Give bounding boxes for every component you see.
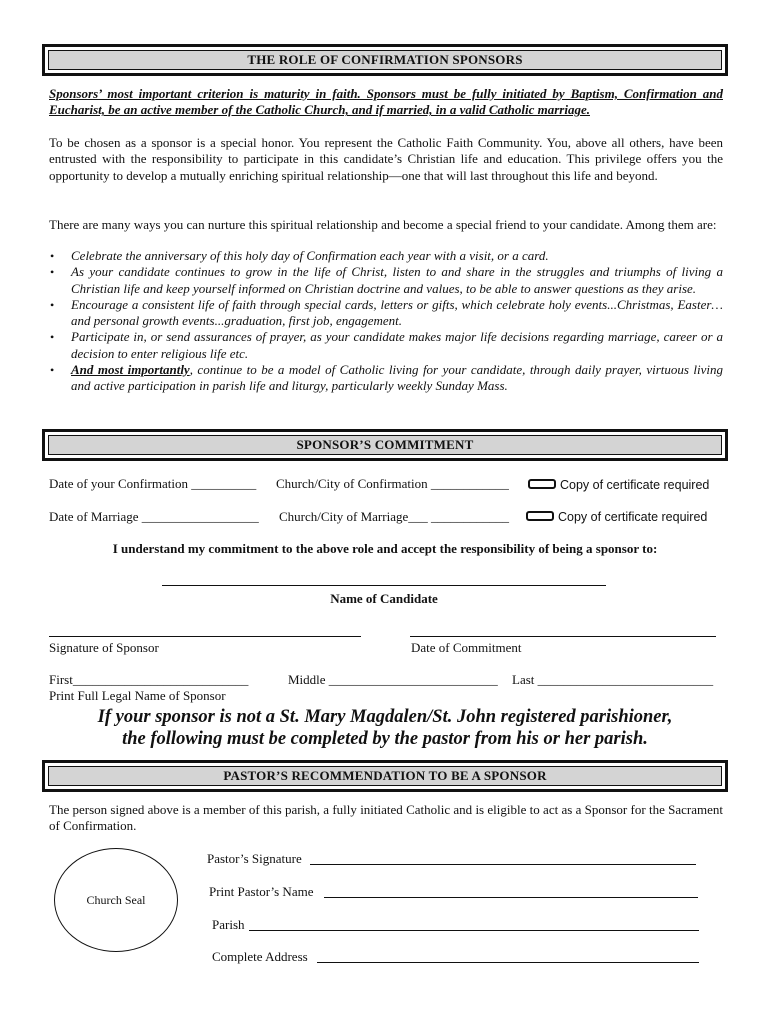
sponsor-signature-label: Signature of Sponsor [49,640,159,655]
church-seal [54,848,178,952]
date-of-confirmation-field[interactable]: Date of your Confirmation __________ [49,476,257,491]
last-name-field[interactable]: Last ___________________________ [512,672,714,687]
church-of-confirmation-field[interactable]: Church/City of Confirmation ____________ [276,476,509,491]
bullet-item: • Encourage a consistent life of faith through special cards, letters or gifts, which celebrate holy events...Christmas, Easter… and personal growth events...graduation, first job, engagement. [49,297,723,330]
copy-certificate-label: Copy of certificate required [560,478,710,492]
role-section-banner [42,44,728,76]
ways-bullet-list [49,248,723,395]
parishioner-notice-line-2: the following must be completed by the pastor from his or her parish. [122,729,648,749]
bullet-item: • Participate in, or send assurances of prayer, as your candidate makes major life decisions regarding marriage, career or a decision to enter religious life etc. [49,329,723,362]
parish-line[interactable] [249,930,699,931]
date-of-marriage-field[interactable]: Date of Marriage __________________ [49,509,259,524]
bullet-item: • As your candidate continues to grow in the life of Christ, listen to and share in the struggles and triumphs of living a Christian life and keep yourself informed on Christian doctrine and values, to be able to answer questions as they arise. [49,264,723,297]
parish-label: Parish [212,917,245,932]
bullet-emphasis: And most importantly [71,362,190,378]
print-pastor-name-label: Print Pastor’s Name [209,884,314,899]
first-name-field[interactable]: First___________________________ [49,672,249,687]
sponsor-intro-paragraph: To be chosen as a sponsor is a special honor. You represent the Catholic Faith Community. You, above all others, have been entrusted with the responsibility to participate in this candidate’s Christian life and education. This privilege offers you the opportunity to develop a mutually enriching spiritual relationship—one that will last throughout this life and beyond. [49,135,723,183]
copy-certificate-label: Copy of certificate required [558,510,708,524]
commitment-statement: I understand my commitment to the above role and accept the responsibility of being a sponsor to: [112,541,658,556]
pastor-signature-label: Pastor’s Signature [207,851,302,866]
print-name-label: Print Full Legal Name of Sponsor [49,688,226,703]
complete-address-line[interactable] [317,962,699,963]
ways-intro-paragraph: There are many ways you can nurture this spiritual relationship and become a special friend to your candidate. Among them are: [49,217,717,232]
pastor-name-line[interactable] [324,897,698,898]
commitment-section-banner [42,429,728,461]
sponsor-signature-line[interactable] [49,636,361,637]
complete-address-label: Complete Address [212,949,308,964]
bullet-item-important [49,362,723,395]
pastor-section-title: PASTOR’S RECOMMENDATION TO BE A SPONSOR [48,766,722,786]
certificate-checkbox-marriage[interactable] [526,511,554,521]
certificate-checkbox-confirmation[interactable] [528,479,556,489]
candidate-name-line[interactable] [162,585,606,586]
sponsor-requirement: Sponsors’ most important criterion is maturity in faith. Sponsors must be fully initiated by Baptism, Confirmation and Eucharist, be an active member of the Catholic Church, and if married, in a valid Catholic marriage. [49,86,723,118]
commitment-section-title: SPONSOR’S COMMITMENT [48,435,722,455]
bullet-rest: , continue to be a model of Catholic living for your candidate, through daily prayer, virtuous living and active participation in parish life and liturgy, particularly weekly Sunday Mass. [71,362,723,394]
pastor-signature-line[interactable] [310,864,696,865]
commitment-date-line[interactable] [410,636,716,637]
church-of-marriage-field[interactable]: Church/City of Marriage___ ____________ [279,509,509,524]
pastor-section-banner [42,760,728,792]
pastor-statement: The person signed above is a member of this parish, a fully initiated Catholic and is eligible to act as a Sponsor for the Sacrament of Confirmation. [49,802,723,834]
middle-name-field[interactable]: Middle __________________________ [288,672,498,687]
role-section-title: THE ROLE OF CONFIRMATION SPONSORS [48,50,722,70]
church-seal-label: Church Seal [86,892,146,907]
commitment-date-label: Date of Commitment [411,640,522,655]
bullet-item: • Celebrate the anniversary of this holy day of Confirmation each year with a visit, or a card. [49,248,723,264]
parishioner-notice-line-1: If your sponsor is not a St. Mary Magdalen/St. John registered parishioner, [97,707,673,727]
candidate-name-label: Name of Candidate [330,591,438,606]
